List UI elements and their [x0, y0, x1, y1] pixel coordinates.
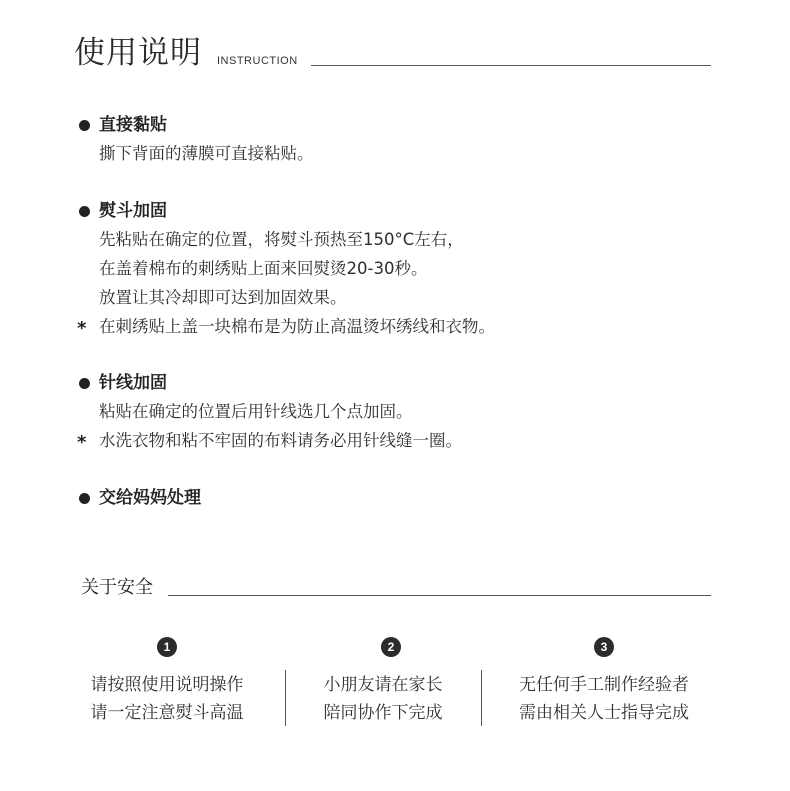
section-text: 撕下背面的薄膜可直接粘贴。 [99, 144, 314, 163]
note-marker: * [77, 432, 87, 453]
section-note: 水洗衣物和粘不牢固的布料请务必用针线缝一圈。 [99, 431, 462, 450]
section-text: 粘贴在确定的位置后用针线选几个点加固。 [99, 402, 413, 421]
number-3-icon: 3 [594, 637, 614, 657]
bullet-icon [79, 206, 90, 217]
safety-title: 关于安全 [81, 577, 153, 598]
bullet-icon [79, 120, 90, 131]
number-2-icon: 2 [381, 637, 401, 657]
section-heading: 直接黏贴 [99, 115, 167, 135]
page-title: 使用说明 [74, 35, 202, 71]
bullet-icon [79, 493, 90, 504]
section-heading: 交给妈妈处理 [99, 488, 201, 508]
section-text: 放置让其冷却即可达到加固效果。 [99, 288, 347, 307]
section-text: 先粘贴在确定的位置，将熨斗预热至150°C左右， [99, 230, 464, 249]
column-divider [481, 670, 482, 726]
bullet-icon [79, 378, 90, 389]
section-heading: 针线加固 [99, 373, 167, 393]
title-divider [311, 65, 711, 66]
section-heading: 熨斗加固 [99, 201, 167, 221]
safety-text: 无任何手工制作经验者 [519, 675, 689, 695]
number-1-icon: 1 [157, 637, 177, 657]
safety-text: 陪同协作下完成 [323, 703, 443, 723]
safety-divider [168, 595, 711, 596]
safety-text: 需由相关人士指导完成 [519, 703, 689, 723]
safety-text: 请按照使用说明操作 [90, 675, 244, 695]
safety-text: 小朋友请在家长 [323, 675, 443, 695]
section-text: 在盖着棉布的刺绣贴上面来回熨烫20-30秒。 [99, 259, 428, 278]
safety-text: 请一定注意熨斗高温 [90, 703, 244, 723]
section-note: 在刺绣贴上盖一块棉布是为防止高温烫坏绣线和衣物。 [99, 317, 495, 336]
note-marker: * [77, 318, 87, 339]
page-subtitle: INSTRUCTION [217, 55, 298, 67]
